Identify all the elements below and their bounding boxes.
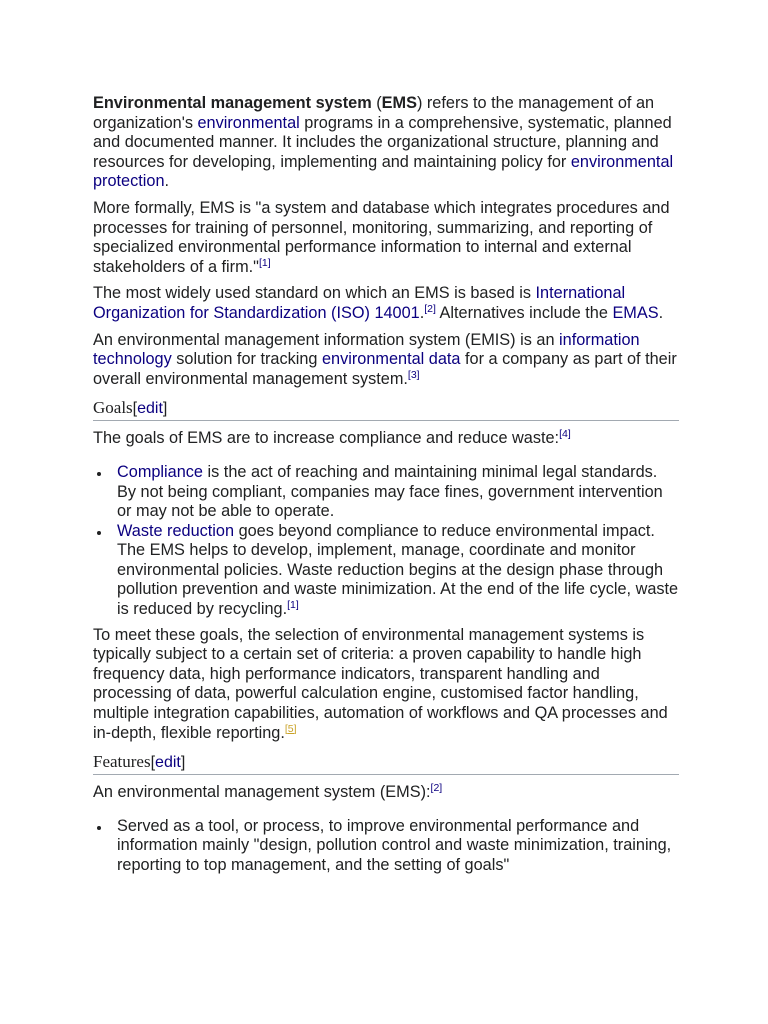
section-heading-features: Features[edit]: [93, 752, 679, 775]
edit-section-goals: [edit]: [132, 400, 168, 418]
list-item-compliance: Compliance is the act of reaching and maintaining minimal legal standards. By not being compliant, companies may face fines, government intervention or may not be able to operate.: [117, 463, 679, 522]
article-body: [93, 94, 679, 882]
link-iso-14001[interactable]: International Organization for Standardization (ISO) 14001: [93, 284, 626, 322]
edit-link-goals[interactable]: edit: [137, 400, 163, 418]
goals-criteria-paragraph: To meet these goals, the selection of environmental management systems is typically subject to a certain set of criteria: a proven capability to handle high frequency data, high performance indicators, transparent handling and processing of data, powerful calculation engine, customised factor handling, multiple integration capabilities, automation of workflows and QA processes and in-depth, flexible reporting.[5]: [93, 625, 668, 742]
citation-ref[interactable]: [2]: [424, 302, 436, 315]
intro-paragraph-4: An environmental management information system (EMIS) is an information technology solution for tracking environmental data for a company as part of their overall environmental management system.[3]: [93, 330, 677, 388]
citation-ref[interactable]: [1]: [258, 256, 271, 269]
list-item-waste-reduction: Waste reduction goes beyond compliance to reduce environmental impact. The EMS helps to develop, implement, manage, coordinate and monitor environmental policies. Waste reduction begins at the design phase through pollution prevention and waste minimization. At the end of the life cycle, waste is reduced by recycling.[1]: [117, 521, 679, 619]
intro-paragraph-1: Environmental management system (EMS) refers to the management of an organization's environmental programs in a comprehensive, systematic, planned and documented manner. It includes the organizational structure, planning and resources for developing, implementing and maintaining policy for environmental protection.: [93, 94, 674, 191]
citation-ref[interactable]: [3]: [407, 368, 420, 381]
link-emas[interactable]: EMAS: [612, 303, 659, 322]
list-item-feature: Served as a tool, or process, to improve environmental performance and information mainly "design, pollution control and waste minimization, training, reporting to top management, and the setting of goals": [117, 817, 679, 876]
intro-paragraph-3: The most widely used standard on which an EMS is based is International Organization for Standardization (ISO) 14001.[2] Alternatives include the EMAS.: [93, 284, 664, 322]
link-environmental-protection[interactable]: environmental protection: [93, 152, 674, 191]
edit-section-features: [edit]: [150, 754, 186, 772]
goals-list: [93, 463, 679, 620]
article-abbr: EMS: [381, 94, 417, 112]
edit-link-features[interactable]: edit: [155, 754, 181, 772]
features-list: [93, 817, 679, 876]
article-term: Environmental management system: [93, 94, 372, 112]
section-heading-goals: Goals[edit]: [93, 398, 679, 421]
link-environmental[interactable]: environmental: [197, 113, 300, 132]
features-lead: An environmental management system (EMS):[2]: [93, 782, 443, 802]
goals-lead: The goals of EMS are to increase compliance and reduce waste:[4]: [93, 428, 571, 448]
citation-ref[interactable]: [4]: [559, 428, 571, 441]
link-waste-reduction[interactable]: Waste reduction: [117, 521, 235, 540]
link-compliance[interactable]: Compliance: [117, 462, 203, 481]
citation-ref[interactable]: [1]: [287, 599, 299, 612]
citation-ref[interactable]: [5]: [284, 722, 297, 735]
intro-paragraph-2: More formally, EMS is "a system and database which integrates procedures and processes for training of personnel, monitoring, summarizing, and reporting of specialized environmental performance information to internal and external stakeholders of a firm."[1]: [93, 198, 670, 276]
link-information-technology[interactable]: information technology: [93, 330, 640, 369]
link-environmental-data[interactable]: environmental data: [322, 350, 461, 369]
citation-ref[interactable]: [2]: [430, 782, 443, 795]
